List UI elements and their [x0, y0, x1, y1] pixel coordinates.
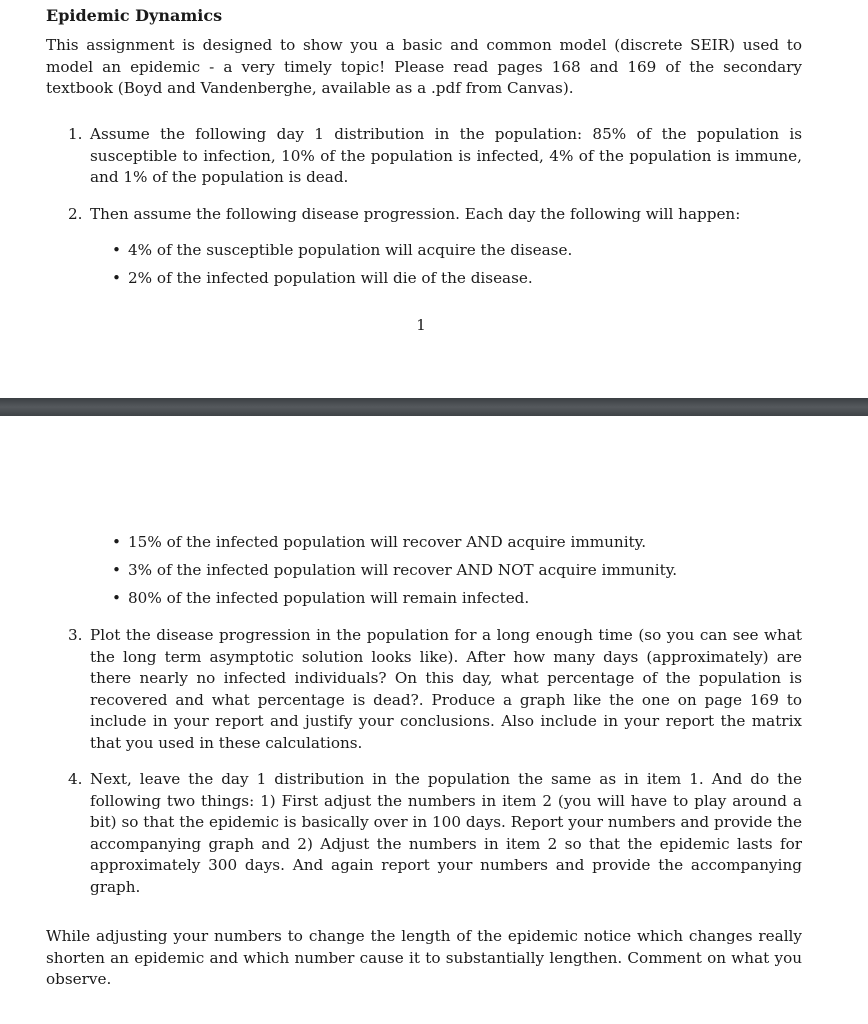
bullet-icon: • — [112, 589, 121, 607]
bullet-icon: • — [112, 269, 121, 287]
bullet-text: 15% of the infected population will recover AND acquire immunity. — [128, 533, 647, 551]
page-divider — [0, 398, 868, 416]
bullet-item — [112, 532, 792, 554]
bullet-text: 2% of the infected population will die of the disease. — [128, 269, 533, 287]
bullet-icon: • — [112, 533, 121, 551]
item-number: 3. — [68, 626, 83, 644]
intro-paragraph: This assignment is designed to show you a basic and common model (discrete SEIR) used to model an epidemic - a very timely topic! Please read pages 168 and 169 of the secondary textbook (Boyd and Vandenberghe, available as a .pdf from Canvas). — [46, 36, 802, 97]
list-item-2 — [68, 204, 802, 226]
item-number: 2. — [68, 205, 83, 223]
bullet-icon: • — [112, 241, 121, 259]
list-item-4 — [68, 769, 802, 898]
bullet-item — [112, 588, 792, 610]
document-title: Epidemic Dynamics — [46, 6, 223, 25]
list-item-1 — [68, 124, 802, 189]
bullet-text: 80% of the infected population will remain infected. — [128, 589, 530, 607]
item-text: Next, leave the day 1 distribution in the population the same as in item 1. And do the following two things: 1) First adjust the numbers in item 2 (you will have to play around a bit) so that the epidemic is basically over in 100 days. Report your numbers and provide the accompanying graph and 2) Adjust the numbers in item 2 so that the epidemic lasts for approximately 300 days. And again report your numbers and provide the accompanying graph. — [90, 770, 802, 896]
bullet-text: 4% of the susceptible population will acquire the disease. — [128, 241, 573, 259]
list-item-3 — [68, 625, 802, 754]
bullet-icon: • — [112, 561, 121, 579]
bullet-item — [112, 268, 792, 290]
item-text: Then assume the following disease progression. Each day the following will happen: — [90, 205, 741, 223]
bullet-item — [112, 560, 792, 582]
closing-paragraph: While adjusting your numbers to change the length of the epidemic notice which changes really shorten an epidemic and which number cause it to substantially lengthen. Comment on what you observe. — [46, 927, 802, 988]
item-text: Assume the following day 1 distribution in the population: 85% of the population is susceptible to infection, 10% of the population is infected, 4% of the population is immune, and 1% of the population is dead. — [90, 125, 802, 186]
item-text: Plot the disease progression in the population for a long enough time (so you can see what the long term asymptotic solution looks like). After how many days (approximately) are there nearly no infected individuals? On this day, what percentage of the population is recovered and what percentage is dead?. Produce a graph like the one on page 169 to include in your report and justify your conclusions. Also include in your report the matrix that you used in these calculations. — [90, 626, 802, 752]
bullet-text: 3% of the infected population will recover AND NOT acquire immunity. — [128, 561, 678, 579]
item-number: 4. — [68, 770, 83, 788]
page-number: 1 — [416, 316, 426, 334]
item-number: 1. — [68, 125, 83, 143]
bullet-item — [112, 240, 792, 262]
